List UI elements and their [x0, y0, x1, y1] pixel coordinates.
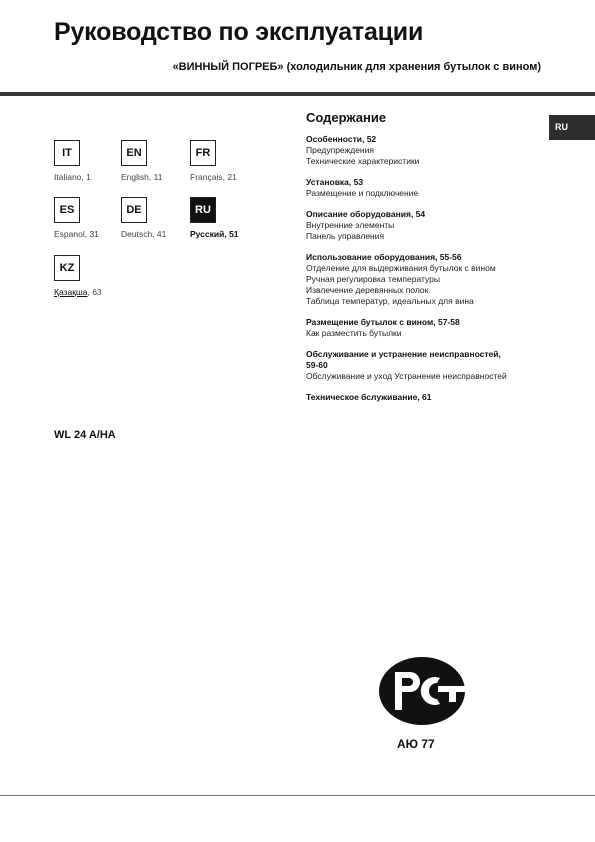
toc-item[interactable]: Извлечение деревянных полок	[306, 285, 429, 295]
toc-item[interactable]: Отделение для выдерживания бутылок с вином	[306, 263, 496, 273]
language-label	[54, 287, 114, 297]
model-number: WL 24 A/HA	[54, 429, 116, 441]
language-label: Espanol, 31	[54, 229, 99, 239]
language-code-box: FR	[190, 140, 216, 166]
language-item-fr[interactable]	[190, 140, 250, 182]
toc-section	[306, 134, 546, 167]
language-item-de[interactable]	[121, 197, 181, 239]
toc-item[interactable]: Панель управления	[306, 231, 385, 241]
language-item-kz[interactable]	[54, 255, 114, 297]
language-label: Русский, 51	[190, 229, 239, 239]
toc-section	[306, 177, 546, 199]
toc-item[interactable]: Таблица температур, идеальных для вина	[306, 296, 474, 306]
language-item-es[interactable]	[54, 197, 114, 239]
toc-item[interactable]: Предупреждения	[306, 145, 374, 155]
language-item-en[interactable]	[121, 140, 181, 182]
toc-section-heading-cont[interactable]: 59-60	[306, 360, 328, 370]
language-label: Deutsch, 41	[121, 229, 167, 239]
toc-item[interactable]: Ручная регулировка температуры	[306, 274, 440, 284]
language-code-box: EN	[121, 140, 147, 166]
language-code-box: DE	[121, 197, 147, 223]
language-code-box: RU	[190, 197, 216, 223]
bottom-rule	[0, 795, 595, 796]
toc-section-heading[interactable]: Размещение бутылок с вином, 57-58	[306, 317, 460, 327]
language-label-page: , 63	[87, 287, 102, 297]
toc-item[interactable]: Технические характеристики	[306, 156, 420, 166]
toc-title: Содержание	[306, 110, 387, 125]
toc-section-heading[interactable]: Особенности, 52	[306, 134, 377, 144]
toc-section	[306, 209, 546, 242]
toc-section-heading[interactable]: Использование оборудования, 55-56	[306, 252, 462, 262]
toc-section-heading[interactable]: Техническое бслуживание, 61	[306, 392, 432, 402]
toc-item[interactable]: Обслуживание и уход Устранение неисправностей	[306, 371, 507, 381]
toc-section	[306, 392, 546, 403]
top-rule	[0, 92, 595, 96]
toc-section-heading[interactable]: Установка, 53	[306, 177, 364, 187]
table-of-contents	[306, 110, 546, 413]
toc-item[interactable]: Как разместить бутылки	[306, 328, 402, 338]
toc-item[interactable]: Размещение и подключение	[306, 188, 419, 198]
language-code-box: KZ	[54, 255, 80, 281]
language-item-it[interactable]	[54, 140, 114, 182]
toc-section-heading[interactable]: Обслуживание и устранение неисправностей,	[306, 349, 501, 359]
logo-letter-t-stem	[449, 686, 456, 702]
language-label: Français, 21	[190, 172, 237, 182]
language-code-box: ES	[54, 197, 80, 223]
language-label-word: Қазақша	[54, 287, 88, 297]
language-code-box: IT	[54, 140, 80, 166]
language-item-ru[interactable]	[190, 197, 250, 239]
toc-section	[306, 317, 546, 339]
language-side-tab: RU	[549, 115, 595, 140]
toc-section-heading[interactable]: Описание оборудования, 54	[306, 209, 426, 219]
document-subtitle: «ВИННЫЙ ПОГРЕБ» (холодильник для хранения бутылок с вином)	[172, 61, 541, 73]
toc-section	[306, 252, 546, 307]
rst-certification-logo	[378, 656, 470, 726]
toc-section	[306, 349, 546, 382]
language-label: Italiano, 1	[54, 172, 91, 182]
document-title: Руководство по эксплуатации	[54, 18, 424, 46]
language-label: English, 11	[121, 172, 163, 182]
certification-code: АЮ 77	[397, 737, 435, 751]
toc-item[interactable]: Внутренние элементы	[306, 220, 395, 230]
